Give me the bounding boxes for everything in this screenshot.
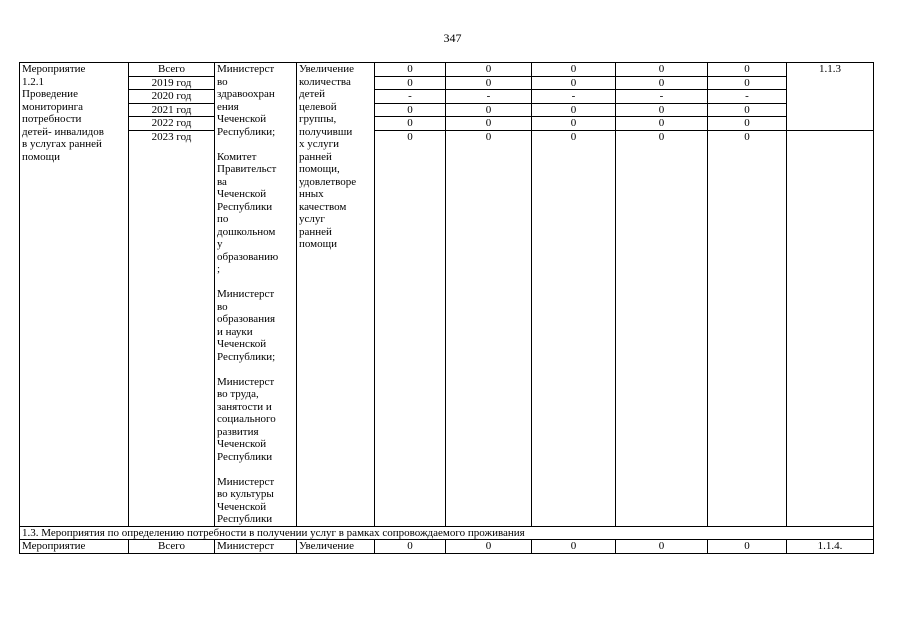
value-cell: 0 [375,540,446,554]
value-cell: 0 [532,117,616,131]
section-row [20,526,874,540]
value-cell: 0 [446,103,532,117]
year-cell: 2019 год [129,76,215,90]
value-cell: 0 [616,63,708,77]
value-cell: 0 [446,63,532,77]
value-cell: - [532,90,616,104]
page-number: 347 [443,31,462,45]
value-cell: 0 [708,76,787,90]
value-cell: 0 [616,130,708,526]
value-cell: 0 [708,540,787,554]
table-row [20,130,874,526]
year-cell: 2020 год [129,90,215,104]
year-cell: Всего [129,540,215,554]
value-cell: 0 [708,117,787,131]
table-row [20,103,874,117]
value-cell: 0 [446,540,532,554]
value-cell: 0 [616,540,708,554]
activity-name-cell: Мероприятие [20,540,129,554]
value-cell: - [446,90,532,104]
value-cell: 0 [532,103,616,117]
table-row [20,540,874,554]
value-cell: - [708,90,787,104]
value-cell: 0 [532,540,616,554]
value-cell: 0 [446,130,532,526]
value-cell: 0 [375,103,446,117]
value-cell: 0 [375,130,446,526]
value-cell: 0 [616,103,708,117]
value-cell: - [375,90,446,104]
value-cell: 0 [616,76,708,90]
value-cell: 0 [446,76,532,90]
year-cell: Всего [129,63,215,77]
result-cell: Увеличение количества детей целевой группы, получивши х услуги ранней помощи, удовлетворе нных качеством услуг ранней помощи [297,63,375,527]
table-row [20,90,874,104]
value-cell: 0 [446,117,532,131]
indicator-ref-cell: 1.1.3 [787,63,874,131]
value-cell: 0 [532,76,616,90]
value-cell: 0 [375,63,446,77]
value-cell: 0 [532,130,616,526]
value-cell: 0 [532,63,616,77]
indicator-ref-cell: 1.1.4. [787,540,874,554]
value-cell: 0 [708,130,787,526]
activities-table [19,62,874,554]
table-row [20,63,874,77]
year-cell: 2023 год [129,130,215,526]
activity-name-cell: Мероприятие 1.2.1 Проведение мониторинга потребности детей- инвалидов в услугах ранней помощи [20,63,129,527]
year-cell: 2021 год [129,103,215,117]
executor-cell: Министерст во здравоохран ения Чеченской Республики; Комитет Правительст ва Чеченской Республики по дошкольном у образованию ; Министерст во образования и науки Чеченской Республики; Министерст во труда, занятости и социального развития Чеченской Республики Министерст во культуры Чеченской Республики [215,63,297,527]
year-cell: 2022 год [129,117,215,131]
value-cell: 0 [616,117,708,131]
result-cell: Увеличение [297,540,375,554]
section-title: 1.3. Мероприятия по определению потребности в получении услуг в рамках сопровождаемого проживания [20,526,874,540]
empty-cell [787,130,874,526]
table-row [20,76,874,90]
executor-cell: Министерст [215,540,297,554]
value-cell: 0 [375,76,446,90]
value-cell: - [616,90,708,104]
value-cell: 0 [708,63,787,77]
value-cell: 0 [708,103,787,117]
table-row [20,117,874,131]
value-cell: 0 [375,117,446,131]
